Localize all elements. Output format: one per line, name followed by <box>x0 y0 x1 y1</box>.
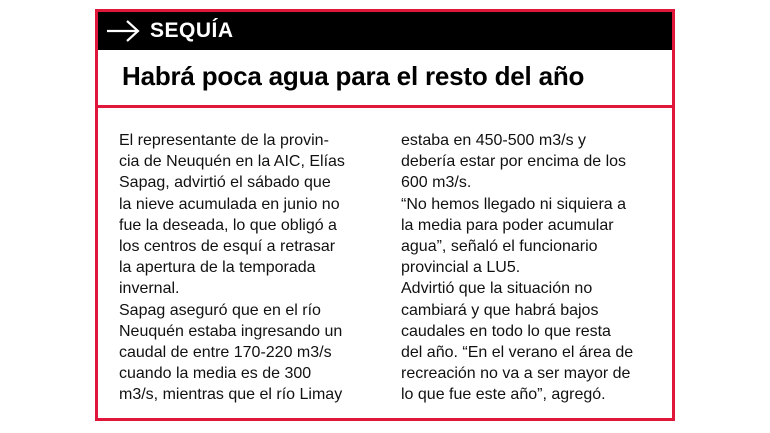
paragraph: El representante de la provin- cia de Neuquén en la AIC, Elías Sapag, advirtió el sábado que la nieve acumulada en junio no fue la deseada, lo que obligó a los centros de esquí a retrasar la apertura de la temporada invernal. <box>119 132 345 298</box>
section-header-bar <box>98 12 672 50</box>
news-box <box>95 9 675 421</box>
paragraph: Sapag aseguró que en el río Neuquén estaba ingresando un caudal de entre 170-220 m3/s cuando la media es de 300 m3/s, mientras que el río Limay <box>119 301 343 404</box>
article-column-right <box>401 130 663 406</box>
arrow-right-icon <box>104 17 144 45</box>
paragraph: estaba en 450-500 m3/s y debería estar por encima de los 600 m3/s. <box>401 132 627 192</box>
section-label: SEQUÍA <box>150 19 234 42</box>
article-column-left <box>119 130 387 406</box>
paragraph: Advirtió que la situación no cambiará y que habrá bajos caudales en todo lo que resta del año. “En el verano el área de recreación no va a ser mayor de lo que fue este año”, agregó. <box>401 280 634 404</box>
headline: Habrá poca agua para el resto del año <box>122 61 585 91</box>
headline-divider <box>98 105 672 108</box>
paragraph: “No hemos llegado ni siquiera a la media para poder acumular agua”, señaló el funcionario provincial a LU5. <box>401 195 627 277</box>
